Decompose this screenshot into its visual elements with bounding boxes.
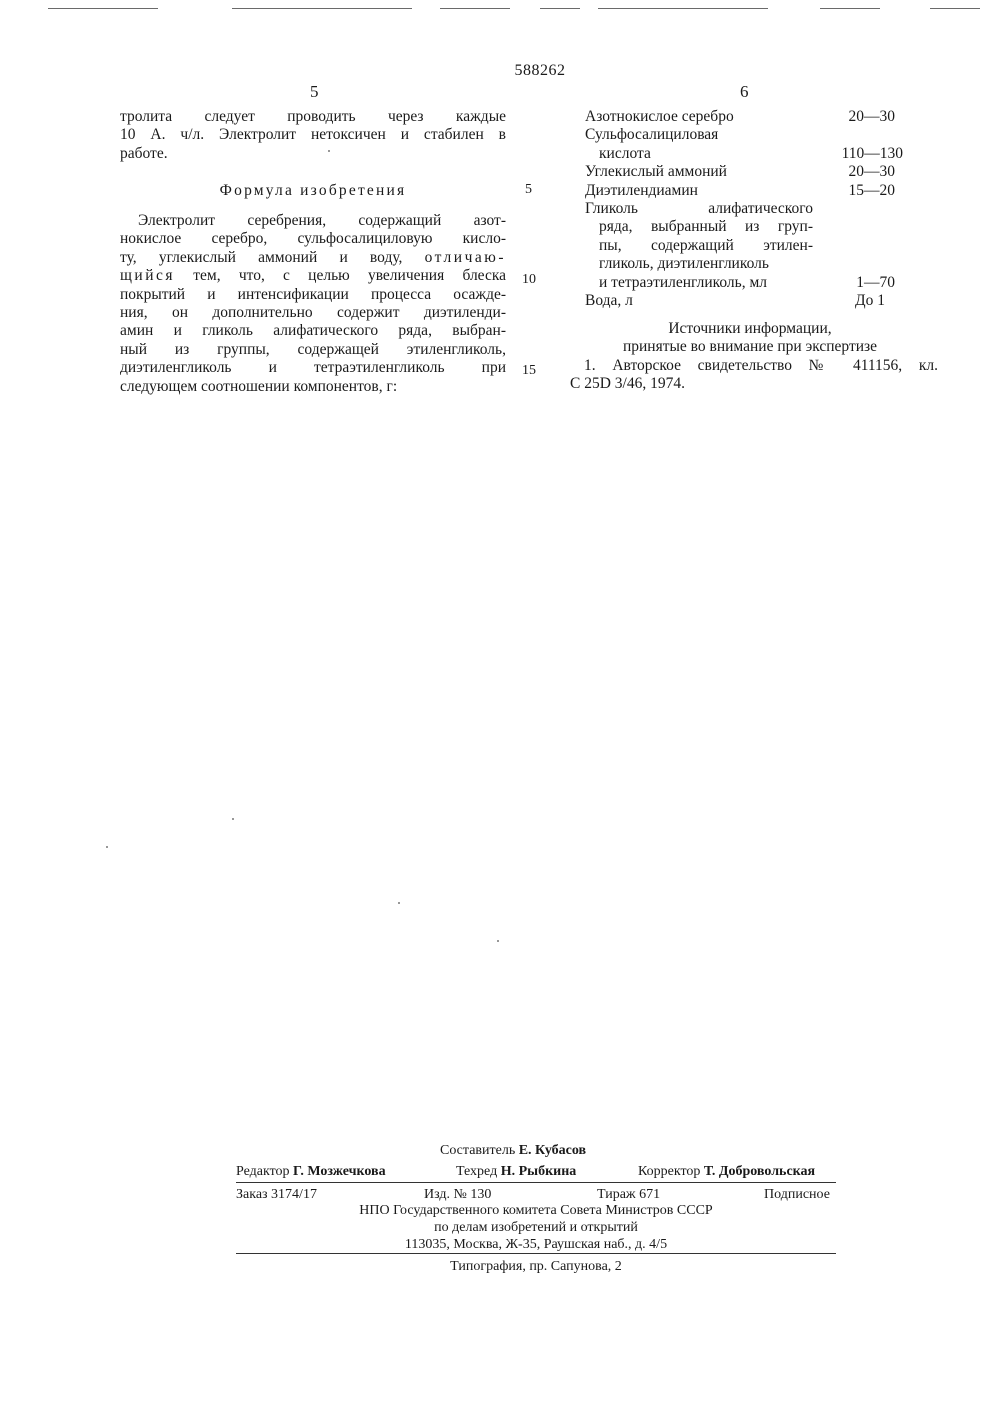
sources-title-line: Источники информации,: [668, 320, 832, 337]
intro-paragraph: [120, 108, 506, 163]
corrector-line: [638, 1163, 815, 1180]
techred-name: Н. Рыбкина: [500, 1164, 577, 1179]
scan-speck: [398, 902, 400, 904]
editor-name: Г. Мозжечкова: [293, 1164, 386, 1179]
scan-edge-line: [540, 8, 580, 9]
scan-speck: [328, 150, 330, 152]
text-line: 10 А. ч/л. Электролит нетоксичен и стабилен в: [120, 126, 506, 144]
component-name: Азотнокислое серебро: [585, 108, 734, 125]
text-line: покрытий и интенсификации процесса осажде-: [120, 285, 506, 303]
patent-number: 588262: [514, 62, 566, 79]
sources-title-line: принятые во внимание при экспертизе: [622, 338, 878, 356]
line-number: 5: [525, 182, 532, 197]
component-name: и тетраэтиленгликоль, мл: [599, 273, 768, 291]
order-number: Заказ 3174/17: [236, 1187, 317, 1202]
publisher-line: 113035, Москва, Ж-35, Раушская наб., д. 4/5: [404, 1237, 668, 1252]
component-name: пы, содержащий этилен-: [599, 236, 813, 254]
text-fragment: ту, углекислый аммоний и воду,: [120, 248, 403, 266]
publisher-block: [236, 1202, 836, 1253]
corrector-name: Т. Добровольская: [703, 1164, 816, 1179]
component-row: [585, 182, 895, 200]
component-name: Диэтилендиамин: [585, 181, 698, 199]
scan-speck: [106, 846, 108, 848]
component-row: [585, 126, 895, 144]
formula-title: Формула изобретения: [219, 182, 407, 199]
edition-number: Изд. № 130: [424, 1187, 492, 1202]
scan-edge-line: [48, 8, 158, 9]
scan-speck: [497, 940, 499, 942]
page-number-right: 6: [740, 82, 749, 101]
text-line: ния, он дополнительно содержит диэтиленди-: [120, 303, 506, 321]
footer-rule: [236, 1182, 836, 1183]
source-line: 1. Авторское свидетельство № 411156, кл.: [584, 357, 938, 374]
component-value: 20—30: [848, 108, 895, 125]
component-value: 1—70: [856, 273, 895, 291]
compiler-label: Составитель: [440, 1143, 516, 1158]
text-line: амин и гликоль алифатического ряда, выбран-: [120, 322, 506, 340]
publisher-line: по делам изобретений и открытий: [434, 1220, 638, 1235]
claim-paragraph: [120, 212, 506, 396]
source-item: [570, 357, 938, 394]
component-value: 20—30: [848, 163, 895, 181]
corrector-label: Корректор: [638, 1164, 701, 1179]
text-line: ный из группы, содержащей этиленгликоль,: [120, 340, 506, 358]
component-row: [585, 218, 813, 236]
component-value: До 1: [855, 291, 885, 309]
component-row: [585, 163, 895, 181]
component-name: ряда, выбранный из груп-: [599, 218, 813, 236]
text-line: диэтиленгликоль и тетраэтиленгликоль при: [120, 359, 506, 377]
text-line: [120, 267, 506, 285]
scan-edge-line: [440, 8, 510, 9]
scan-edge-line: [930, 8, 980, 9]
text-line: работе.: [120, 144, 168, 162]
component-row: [585, 200, 813, 218]
subscription-note: Подписное: [764, 1187, 830, 1202]
scan-edge-line: [598, 8, 768, 9]
publisher-line: НПО Государственного комитета Совета Министров СССР: [359, 1203, 713, 1218]
components-list: [585, 108, 903, 310]
component-row: [585, 255, 895, 273]
component-row: [585, 274, 895, 292]
text-line: следующем соотношении компонентов, г:: [120, 377, 398, 395]
text-line: Электролит серебрения, содержащий азот-: [138, 212, 506, 229]
editor-label: Редактор: [236, 1164, 290, 1179]
printing-house: Типография, пр. Сапунова, 2: [450, 1259, 622, 1274]
line-number: 15: [522, 363, 536, 378]
component-name: гликоль, диэтиленгликоль: [599, 255, 769, 273]
techred-line: [456, 1163, 576, 1180]
text-line: [120, 249, 506, 267]
techred-label: Техред: [456, 1164, 498, 1179]
component-value: 15—20: [848, 181, 895, 199]
component-row: [585, 237, 813, 255]
component-row: [585, 108, 895, 126]
spaced-emphasis: щийся: [120, 267, 176, 285]
text-line: нокислое серебро, сульфосалициловую кисло-: [120, 230, 506, 248]
source-line: С 25D 3/46, 1974.: [570, 375, 685, 393]
editor-line: [236, 1163, 386, 1180]
component-row: [585, 144, 903, 163]
compiler-line: [440, 1142, 586, 1159]
component-name: кислота: [599, 144, 651, 162]
sources-heading: [585, 320, 915, 357]
scan-edge-line: [820, 8, 880, 9]
component-name: Вода, л: [585, 291, 633, 309]
text-line: тролита следует проводить через каждые: [120, 108, 506, 125]
text-fragment: тем, что, с целью увеличения блеска: [193, 267, 506, 285]
footer-rule: [236, 1253, 836, 1254]
scan-speck: [232, 818, 234, 820]
page-number-left: 5: [310, 82, 319, 101]
compiler-name: Е. Кубасов: [518, 1143, 587, 1158]
component-name: Углекислый аммоний: [585, 163, 727, 181]
spaced-emphasis: отличаю-: [424, 248, 506, 266]
component-value: 110—130: [841, 144, 903, 162]
scan-edge-line: [232, 8, 412, 9]
component-name: Гликоль алифатического: [585, 199, 813, 217]
component-row: [585, 292, 895, 310]
line-number: 10: [522, 272, 536, 287]
print-run: Тираж 671: [597, 1187, 661, 1202]
component-name: Сульфосалициловая: [585, 126, 719, 144]
